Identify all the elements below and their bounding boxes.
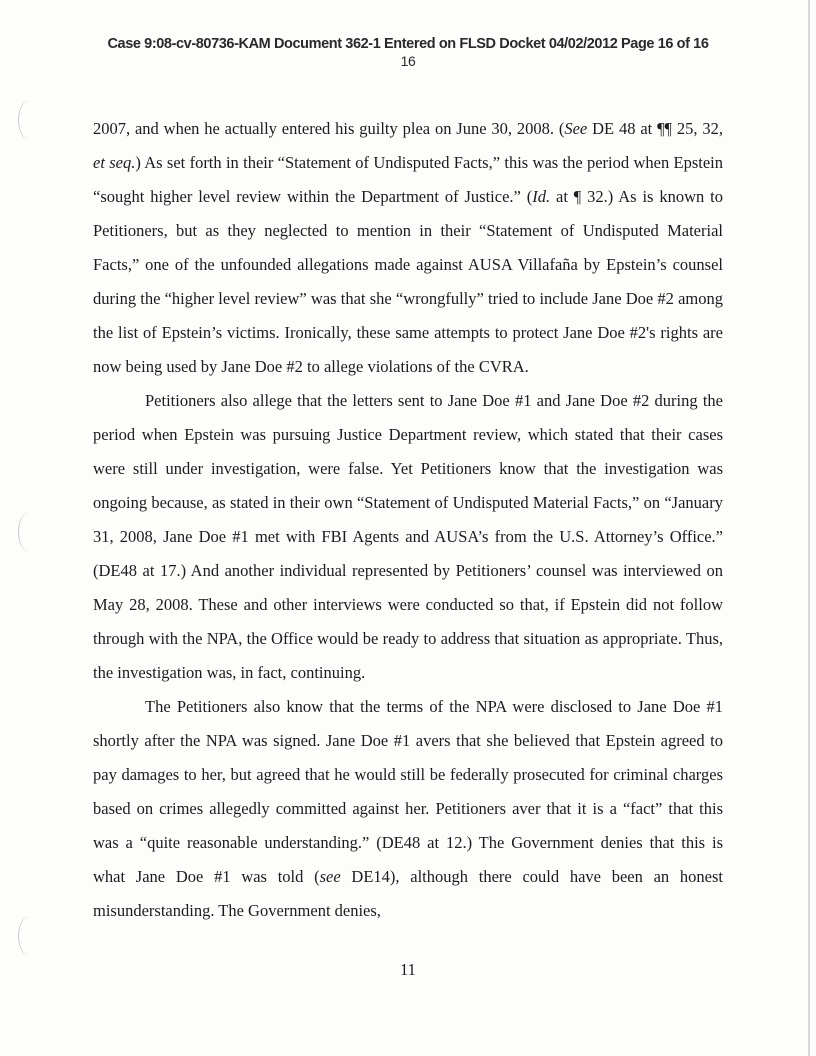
- case-header-line: Case 9:08-cv-80736-KAM Document 362-1 Entered on FLSD Docket 04/02/2012 Page 16 of 16: [107, 36, 709, 52]
- italic-text-run: et seq.: [93, 153, 136, 172]
- text-run: ) As set forth in their “Statement of Undisputed Facts,” this was the period when Epstein “sought higher level review within the Department of Justice.” (: [93, 153, 724, 206]
- court-filing-stamp: [0, 36, 816, 69]
- text-run: The Petitioners also know that the terms of the NPA were disclosed to Jane Doe #1 shortly after the NPA was signed. Jane Doe #1 avers that she believed that Epstein agreed to pay damages to her, but agreed that he would still be federally prosecuted for criminal charges based on crimes allegedly committed against her. Petitioners aver that it is a “fact” that this was a “quite reasonable understanding.” (DE48 at 12.) The Government denies that this is what Jane Doe #1 was told (: [93, 697, 723, 886]
- paragraph: [93, 384, 723, 690]
- paragraph: [93, 690, 723, 928]
- text-run: DE 48 at ¶¶ 25, 32,: [587, 119, 723, 138]
- page-number: 11: [400, 960, 416, 979]
- text-run: DE14), although there could have been an honest misunderstanding. The Government denies,: [93, 867, 723, 920]
- text-run: at ¶ 32.) As is known to Petitioners, but as they neglected to mention in their “Statement of Undisputed Material Facts,” one of the unfounded allegations made against AUSA Villafaña by Epstein’s counsel during the “higher level review” was that she “wrongfully” tried to include Jane Doe #2 among the list of Epstein’s victims. Ironically, these same attempts to protect Jane Doe #2's rights are now being used by Jane Doe #2 to allege violations of the CVRA.: [93, 187, 724, 376]
- stamp-page-number: 16: [400, 53, 416, 69]
- page-edge: [808, 0, 810, 1056]
- paragraph: [93, 112, 723, 384]
- italic-text-run: Id.: [532, 187, 551, 206]
- text-run: Petitioners also allege that the letters sent to Jane Doe #1 and Jane Doe #2 during the period when Epstein was pursuing Justice Department review, which stated that their cases were still under investigation, were false. Yet Petitioners know that the investigation was ongoing because, as stated in their own “Statement of Undisputed Material Facts,” on “January 31, 2008, Jane Doe #1 met with FBI Agents and AUSA’s from the U.S. Attorney’s Office.” (DE48 at 17.) And another individual represented by Petitioners’ counsel was interviewed on May 28, 2008. These and other interviews were conducted so that, if Epstein did not follow through with the NPA, the Office would be ready to address that situation as appropriate. Thus, the investigation was, in fact, continuing.: [93, 391, 723, 682]
- body-text: [93, 112, 723, 928]
- italic-text-run: see: [319, 867, 341, 886]
- punch-hole-bottom: [18, 916, 41, 956]
- punch-hole-middle: [18, 512, 41, 552]
- italic-text-run: See: [564, 119, 588, 138]
- punch-hole-top: [18, 100, 41, 140]
- text-run: 2007, and when he actually entered his guilty plea on June 30, 2008. (: [93, 119, 565, 138]
